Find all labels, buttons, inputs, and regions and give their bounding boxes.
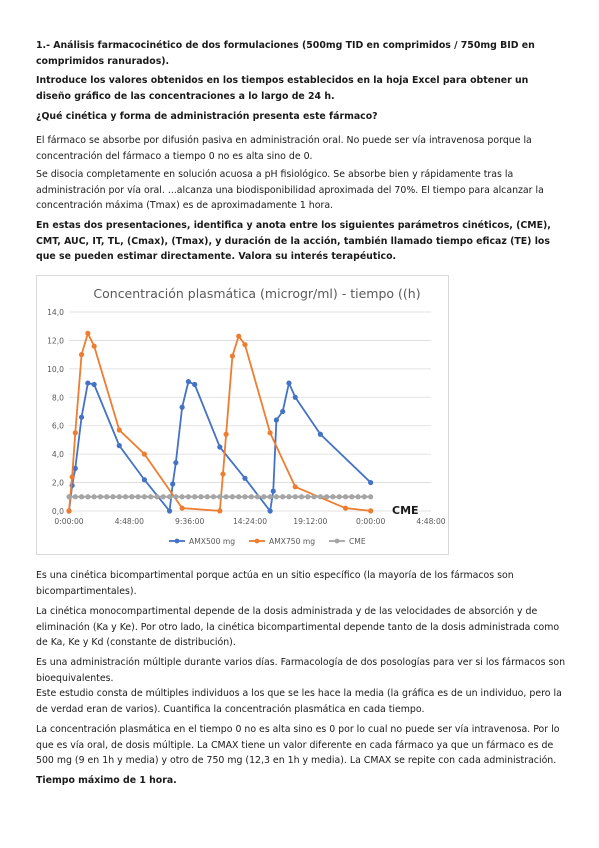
cme-point	[173, 494, 178, 499]
amx750-point	[220, 471, 225, 476]
concentration-chart	[36, 275, 449, 555]
amx750-point	[236, 334, 241, 339]
amx500-point	[217, 444, 222, 449]
amx750-point	[217, 508, 222, 513]
cme-point	[154, 494, 159, 499]
amx750-point	[242, 342, 247, 347]
amx500-point	[368, 480, 373, 485]
y-tick-label: 12,0	[47, 336, 64, 346]
cme-point	[305, 494, 310, 499]
x-tick-label: 19:12:00	[293, 517, 328, 526]
cme-point	[274, 494, 279, 499]
y-tick-label: 2,0	[51, 478, 64, 488]
cme-point	[330, 494, 335, 499]
cme-point	[198, 494, 203, 499]
amx750-point	[117, 427, 122, 432]
amx500-point	[180, 405, 185, 410]
cme-point	[337, 494, 342, 499]
amx500-point	[170, 481, 175, 486]
cme-point	[161, 494, 166, 499]
amx500-point	[167, 508, 172, 513]
cme-point	[79, 494, 84, 499]
cme-point	[167, 494, 172, 499]
cme-point	[242, 494, 247, 499]
legend-swatch-marker	[255, 539, 260, 544]
amx750-point	[66, 508, 71, 513]
chart-canvas	[37, 276, 448, 554]
cme-point	[117, 494, 122, 499]
cme-point	[293, 494, 298, 499]
answer-monocompartmental: La cinética monocompartimental depende de la dosis administrada y de las velocidades de absorción y de eliminación (Ka y Ke). Por otro lado, la cinética bicompartimental depende tanto de la dosis administrada como de Ka, Ke y Kd (constante de distribución).	[36, 606, 560, 648]
cme-point	[98, 494, 103, 499]
y-tick-label: 8,0	[51, 393, 64, 403]
cme-point	[129, 494, 134, 499]
amx500-point	[286, 380, 291, 385]
answer-cmax: La concentración plasmática en el tiempo 0 no es alta sino es 0 por lo cual no puede ser vía intravenosa. Por lo que es vía oral, de dosis múltiple. La CMAX tiene un valor diferente en cada fármaco ya que un fármaco es de 500 mg (9 en 1h y media) y otro de 750 mg (12,3 en 1h y media). La CMAX se repite con cada administración.	[36, 724, 560, 766]
amx500-point	[85, 380, 90, 385]
amx750-point	[368, 508, 373, 513]
cme-annotation: CME	[392, 504, 419, 517]
cme-point	[73, 494, 78, 499]
answer-tmax: Tiempo máximo de 1 hora.	[36, 775, 177, 786]
amx500-point	[318, 432, 323, 437]
cme-point	[299, 494, 304, 499]
legend-label: AMX750 mg	[269, 537, 316, 546]
cme-point	[92, 494, 97, 499]
cme-point	[123, 494, 128, 499]
amx750-point	[268, 430, 273, 435]
amx500-point	[117, 443, 122, 448]
x-tick-label: 0:00:00	[356, 517, 386, 526]
amx750-point	[92, 344, 97, 349]
cme-point	[324, 494, 329, 499]
cme-point	[280, 494, 285, 499]
cme-point	[255, 494, 260, 499]
series-line-amx750	[69, 333, 371, 511]
x-tick-label: 4:48:00	[114, 517, 144, 526]
cme-point	[192, 494, 197, 499]
question-kinetics: ¿Qué cinética y forma de administración presenta este fármaco?	[36, 111, 378, 122]
y-tick-label: 10,0	[47, 364, 64, 374]
cme-point	[349, 494, 354, 499]
cme-point	[236, 494, 241, 499]
x-tick-label: 9:36:00	[175, 517, 205, 526]
x-tick-label: 0:00:00	[54, 517, 84, 526]
amx750-point	[343, 506, 348, 511]
amx750-point	[70, 474, 75, 479]
legend-swatch-marker	[335, 539, 340, 544]
cme-point	[362, 494, 367, 499]
amx500-point	[79, 415, 84, 420]
amx500-point	[192, 382, 197, 387]
cme-point	[268, 494, 273, 499]
cme-point	[230, 494, 235, 499]
amx750-point	[142, 452, 147, 457]
amx500-point	[293, 395, 298, 400]
amx750-point	[230, 353, 235, 358]
amx500-point	[280, 409, 285, 414]
answer-dissociation: Se disocia completamente en solución acuosa a pH fisiológico. Se absorbe bien y rápidamente tras la administración por vía oral. ...alcanza una biodisponibilidad aproximada del 70%. El tiempo para alcanzar la concentración máxima (Tmax) es de aproximadamente 1 hora.	[36, 169, 544, 211]
instruction-paragraph: Introduce los valores obtenidos en los tiempos establecidos en la hoja Excel para obtener un diseño gráfico de las concentraciones a lo largo de 24 h.	[36, 75, 529, 102]
question-parameters: En estas dos presentaciones, identifica y anota entre los siguientes parámetros cinéticos, (CME), CMT, AUC, IT, TL, (Cmax), (Tmax), y duración de la acción, también llamado tiempo eficaz (TE) los que se pueden estimar directamente. Valora su interés terapéutico.	[36, 220, 551, 262]
legend-label: AMX500 mg	[189, 537, 236, 546]
amx750-point	[73, 430, 78, 435]
cme-point	[261, 494, 266, 499]
cme-point	[85, 494, 90, 499]
cme-point	[205, 494, 210, 499]
amx500-point	[92, 382, 97, 387]
cme-point	[142, 494, 147, 499]
legend-label: CME	[349, 537, 366, 546]
cme-point	[249, 494, 254, 499]
answer-study-design: Este estudio consta de múltiples individuos a los que se les hace la media (la gráfica es de un individuo, pero la de verdad eran de varios). Cuantifica la concentración plasmática en cada tiempo.	[36, 688, 562, 715]
amx750-point	[180, 506, 185, 511]
cme-point	[286, 494, 291, 499]
amx750-point	[224, 432, 229, 437]
answer-multiple-admin: Es una administración múltiple durante varios días. Farmacología de dos posologías para ver si los fármacos son bioequivalentes.	[36, 657, 566, 684]
cme-point	[148, 494, 153, 499]
cme-point	[312, 494, 317, 499]
amx500-point	[173, 460, 178, 465]
answer-absorption: El fármaco se absorbe por difusión pasiva en administración oral. No puede ser vía intravenosa porque la concentración del fármaco a tiempo 0 no es alta sino de 0.	[36, 135, 532, 162]
cme-point	[217, 494, 222, 499]
amx750-point	[79, 352, 84, 357]
amx500-point	[142, 477, 147, 482]
cme-point	[343, 494, 348, 499]
cme-point	[211, 494, 216, 499]
y-tick-label: 6,0	[51, 421, 64, 431]
cme-point	[104, 494, 109, 499]
cme-point	[136, 494, 141, 499]
cme-point	[66, 494, 71, 499]
amx750-point	[85, 331, 90, 336]
cme-point	[368, 494, 373, 499]
y-tick-label: 14,0	[47, 308, 64, 317]
cme-point	[180, 494, 185, 499]
cme-point	[110, 494, 115, 499]
cme-point	[186, 494, 191, 499]
amx500-point	[274, 417, 279, 422]
y-tick-label: 0,0	[51, 507, 64, 516]
chart-title: Concentración plasmática (microgr/ml) - tiempo ((h)	[93, 286, 421, 301]
answer-bicompartmental: Es una cinética bicompartimental porque actúa en un sitio específico (la mayoría de los fármacos son bicompartimentales).	[36, 570, 514, 597]
cme-point	[355, 494, 360, 499]
amx750-point	[293, 484, 298, 489]
heading-question-1: 1.- Análisis farmacocinético de dos formulaciones (500mg TID en comprimidos / 750mg BID en comprimidos ranurados).	[36, 40, 535, 67]
amx500-point	[186, 379, 191, 384]
cme-point	[224, 494, 229, 499]
legend-swatch-marker	[175, 539, 180, 544]
amx500-point	[268, 508, 273, 513]
y-tick-label: 4,0	[51, 450, 64, 460]
amx500-point	[242, 476, 247, 481]
amx500-point	[271, 489, 276, 494]
x-tick-label: 14:24:00	[232, 517, 268, 526]
x-tick-label: 4:48:00	[416, 517, 446, 526]
cme-point	[318, 494, 323, 499]
